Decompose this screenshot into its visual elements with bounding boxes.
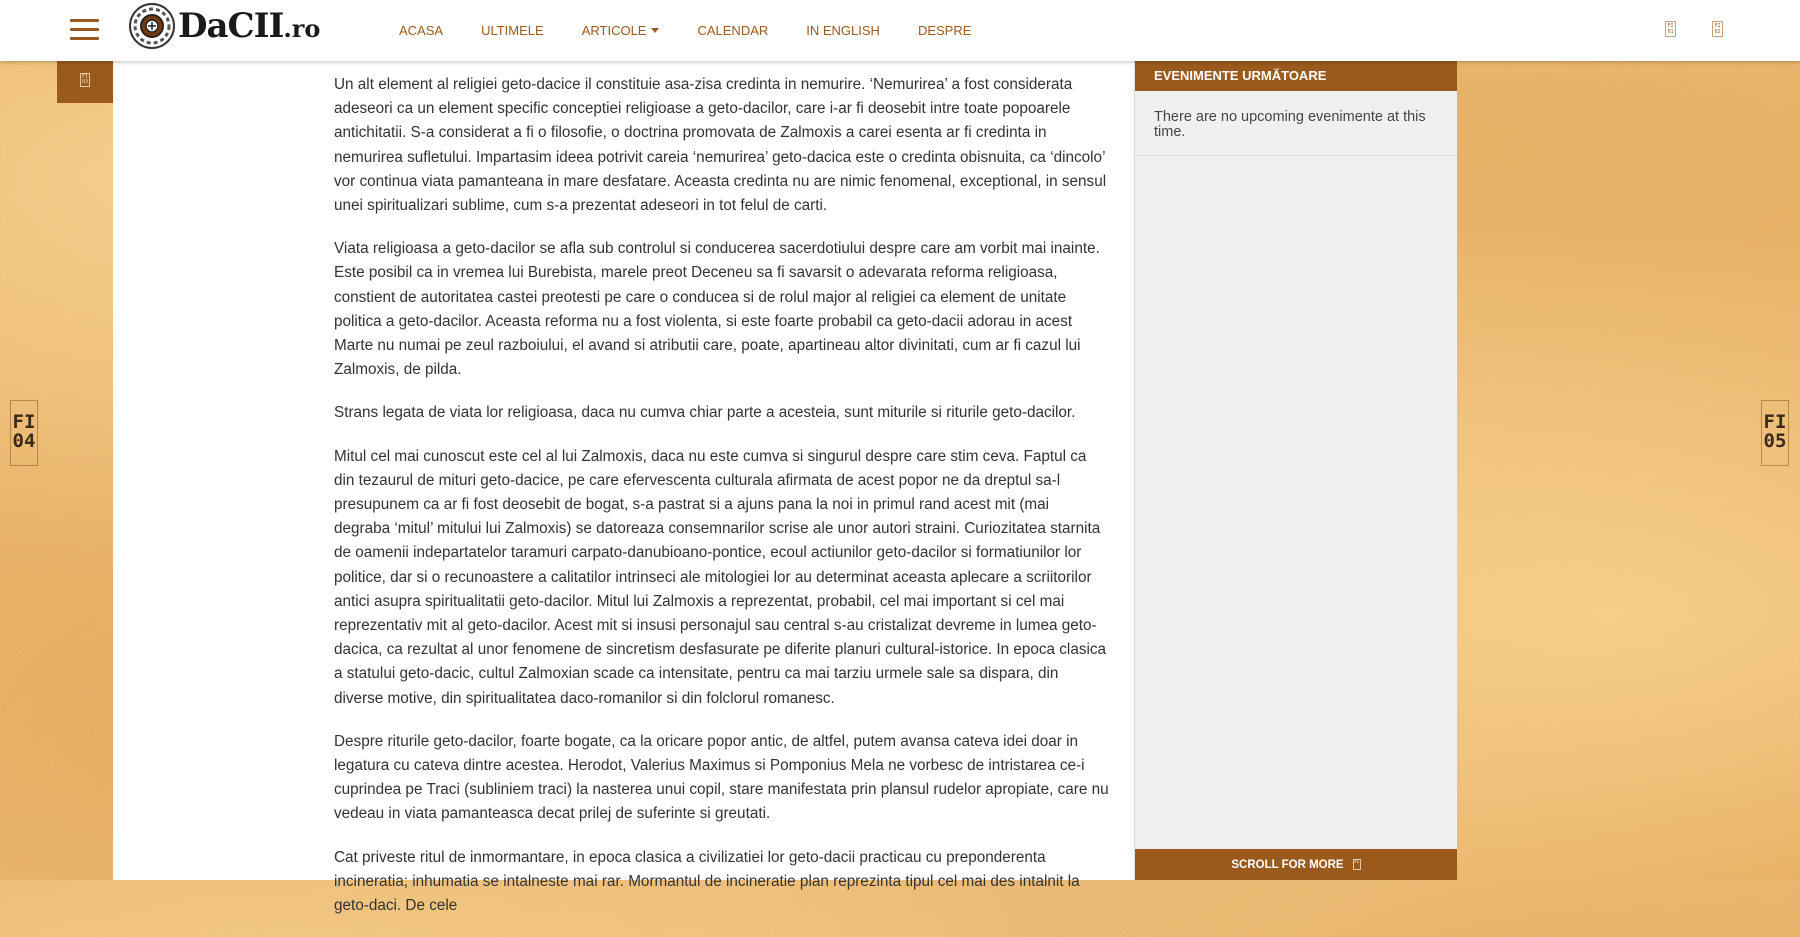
main-menu bbox=[380, 0, 990, 61]
nav-item-in-english[interactable] bbox=[806, 23, 880, 38]
prev-label-line2: 04 bbox=[12, 430, 36, 452]
next-label-line1: FI bbox=[1763, 411, 1787, 433]
site-logo[interactable] bbox=[128, 2, 321, 52]
article-paragraph: Viata religioasa a geto-dacilor se afla sub controlul si conducerea sacerdotiului despre care am vorbit mai inainte. Este posibil ca in vremea lui Burebista, marele preot Deceneu sa fi savarsit o adevarata reforma religioasa, constient de autoritatea castei preotesti pe care o conducea si de rolul major al religiei ca element de unitate politica a geto-dacilor. Aceasta reforma nu a fost violenta, si este foarte probabil ca geto-dacii adorau in acest Marte nu numai pe zeul razboiului, el avand si atributii care, poate, apartineau altor divinitati, cum ar fi cazul lui Zalmoxis, de pilda. bbox=[334, 240, 1100, 379]
nav-item-articole[interactable] bbox=[582, 23, 660, 38]
left-panel-toggle[interactable] bbox=[57, 61, 113, 103]
nav-item-calendar[interactable] bbox=[697, 23, 768, 38]
previous-article-button[interactable] bbox=[10, 400, 38, 466]
article-body bbox=[334, 73, 1109, 937]
menu-icon-bar bbox=[70, 37, 99, 40]
nav-label: IN ENGLISH bbox=[806, 23, 880, 38]
nav-label: CALENDAR bbox=[697, 23, 769, 38]
next-label-line2: 05 bbox=[1763, 430, 1787, 452]
main-content bbox=[113, 61, 1134, 915]
nav-label: ACASA bbox=[399, 23, 444, 38]
logo-wordmark bbox=[178, 6, 320, 49]
nav-label: DESPRE bbox=[917, 23, 972, 38]
article-paragraph: Un alt element al religiei geto-dacice il constituie asa-zisa credinta in nemurire. ‘Nemurirea’ a fost considerata adeseori ca un element specific conceptiei religioase a geto-dacilor, care i-ar fi deosebit intre toate popoarele antichitatii. S-a considerat a fi o filosofie, o doctrina promovata de Zalmoxis a carei esenta ar fi credinta in nemurirea sufletului. Impartasim ideea potrivit careia ‘nemurirea’ geto-dacica este o credinta obisnuita, ca ‘dincolo’ vor continua viata pamanteana in mare desfatare. Aceasta credinta nu are nimic fenomenal, exceptional, in sensul unei spiritualizari sublime, cum s-a prezentat adeseori in tot felul de carti. bbox=[334, 76, 1107, 215]
top-navigation-bar bbox=[0, 0, 1800, 61]
scroll-for-more-button[interactable] bbox=[1135, 849, 1457, 880]
next-article-button[interactable] bbox=[1761, 400, 1789, 466]
menu-icon-bar bbox=[70, 28, 99, 31]
search-icon[interactable]: FI 01 bbox=[1665, 21, 1676, 37]
logo-tld: .ro bbox=[283, 14, 321, 43]
prev-label-line1: FI bbox=[12, 411, 36, 433]
nav-item-ultimele[interactable] bbox=[481, 23, 544, 38]
menu-icon-bar bbox=[70, 19, 99, 22]
events-sidebar bbox=[1134, 61, 1457, 880]
sidebar-title: EVENIMENTE URMĂTOARE bbox=[1135, 61, 1457, 91]
article-paragraph: Strans legata de viata lor religioasa, daca nu cumva chiar parte a acesteia, sunt miturile si riturile geto-dacilor. bbox=[334, 404, 1076, 422]
no-events-message: There are no upcoming evenimente at this time. bbox=[1135, 91, 1457, 156]
logo-name: DaCII bbox=[178, 6, 284, 46]
article-paragraph: Mitul cel mai cunoscut este cel al lui Zalmoxis, daca nu este cumva si singurul despre care stim ceva. Faptul ca din tezaurul de mituri geto-dacice, pe care efervescenta culturala afirmata de acest popor ne da dreptul sa-l presupunem ca ar fi fost deosebit de bogat, s-a pastrat si a ajuns pana la noi in primul rand acest mit (mai degraba ‘mitul’ mitului lui Zalmoxis) se datoreaza consemnarilor scrise ale unor autori straini. Curiozitatea starnita de oamenii indepartatelor taramuri carpato-danubioano-pontice, ecoul actiunilor geto-dacilor si formatiunilor lor politice, dar si o recunoastere a calitatilor intrinseci ale mitologiei lor au determinat aceasta aplecare a scriitorilor antici asupra spiritualitatii geto-dacilor. Mitul lui Zalmoxis a reprezentat, probabil, cel mai important si cel mai reprezentativ mit al geto-dacilor. Acest mit si insusi personajul sau central s-au cristalizat devreme in lumea geto-dacica, ca rezultat al unor fenomene de sincretism desfasurate pe diferite planuri cultural-istorice. In epoca clasica a statului geto-dacic, cultul Zalmoxian scade ca intensitate, pentru ca mai tarziu urmele sale sa dispara, din diverse motive, din spiritualitatea daco-romanilor si din folclorul romanesc. bbox=[334, 447, 1107, 707]
nav-item-acasa[interactable] bbox=[399, 23, 443, 38]
chevron-down-icon bbox=[651, 28, 659, 33]
article-paragraph: Despre riturile geto-dacilor, foarte bogate, ca la oricare popor antic, de altfel, putem avansa cateva idei doar in legatura cu cateva dintre acestea. Herodot, Valerius Maximus si Pomponius Mela ne vorbesc de intristarea ce-i cuprindea pe Traci (subliniem traci) la nasterea unui copil, stare manifestata prin plansul rudelor apropiate, care nu vedeau in viata pamanteasca decat prilej de suferinte si greutati. bbox=[334, 732, 1109, 823]
nav-label: ULTIMELE bbox=[481, 23, 544, 38]
menu-icon[interactable] bbox=[70, 19, 99, 41]
nav-item-despre[interactable] bbox=[918, 23, 971, 38]
logo-emblem-icon bbox=[128, 2, 176, 50]
scroll-label: SCROLL FOR MORE bbox=[1231, 858, 1344, 871]
user-icon[interactable]: FI 02 bbox=[1712, 21, 1723, 37]
panel-icon: FI 03 bbox=[81, 74, 89, 85]
nav-label: ARTICOLE bbox=[581, 23, 647, 38]
scroll-icon: FI bbox=[1353, 859, 1361, 870]
article-paragraph: Cat priveste ritul de inmormantare, in epoca clasica a civilizatiei lor geto-dacii practicau cu preponderenta incineratia; inhumatia se intalneste mai rar. Mormantul de incineratie plan reprezinta tipul cel mai des intalnit la geto-daci. De cele bbox=[334, 848, 1080, 915]
